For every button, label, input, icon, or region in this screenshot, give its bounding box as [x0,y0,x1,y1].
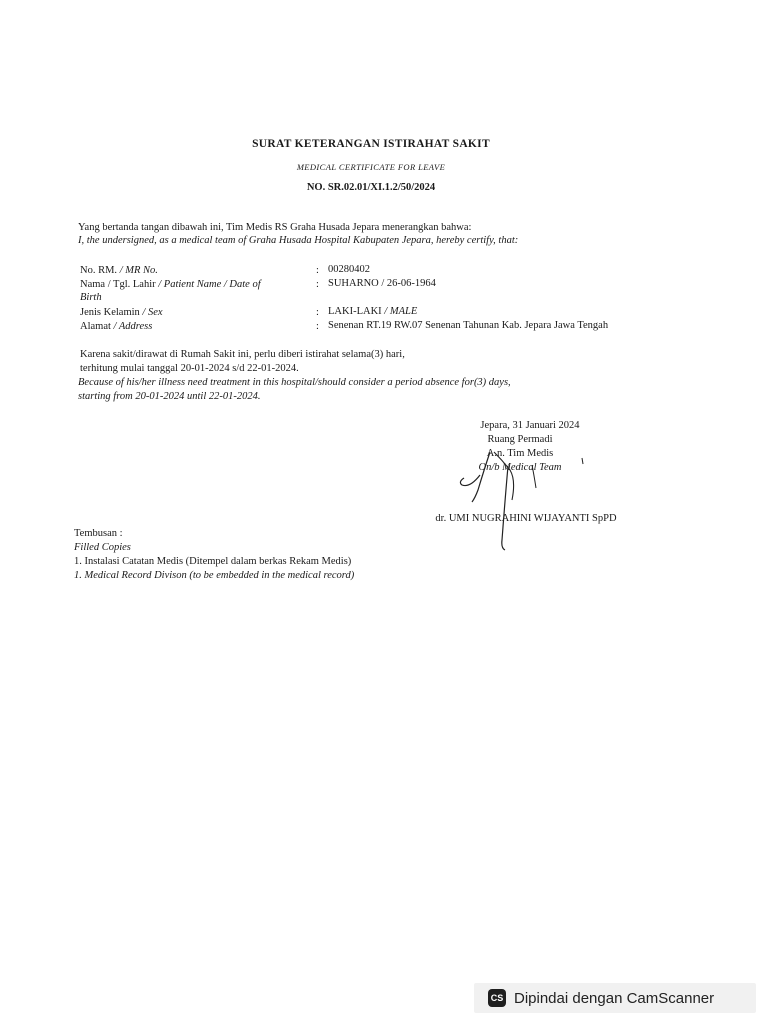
body-text-id-line2: terhitung mulai tanggal 20-01-2024 s/d 22-01-2024. [80,363,299,374]
address-label: Alamat / Address [80,321,153,332]
patient-name-value: SUHARNO / 26-06-1964 [328,278,436,289]
body-text-en-line2: starting from 20-01-2024 until 22-01-2024. [78,391,261,402]
copies-title: Tembusan : [74,528,123,539]
on-behalf-en: On/b Medical Team [478,462,562,473]
camscanner-logo-icon: CS [488,989,506,1007]
document-title: SURAT KETERANGAN ISTIRAHAT SAKIT [252,138,490,150]
intro-text-id: Yang bertanda tangan dibawah ini, Tim Medis RS Graha Husada Jepara menerangkan bahwa: [78,222,472,233]
intro-text-en: I, the undersigned, as a medical team of Graha Husada Hospital Kabupaten Jepara, hereby certify, that: [78,235,519,246]
sex-value: LAKI-LAKI / MALE [328,306,418,317]
camscanner-text: Dipindai dengan CamScanner [514,989,715,1007]
camscanner-badge [474,983,756,1013]
body-text-en-line1: Because of his/her illness need treatment in this hospital/should consider a period absence for(3) days, [78,377,511,388]
body-text-id-line1: Karena sakit/dirawat di Rumah Sakit ini, perlu diberi istirahat selama(3) hari, [80,349,405,360]
on-behalf: A.n. Tim Medis [486,448,554,459]
colon: : [316,279,319,290]
handwritten-signature [450,440,590,560]
colon: : [316,321,319,332]
document-number: NO. SR.02.01/XI.1.2/50/2024 [306,182,436,193]
colon: : [316,265,319,276]
copies-item: 1. Instalasi Catatan Medis (Ditempel dalam berkas Rekam Medis) [74,556,352,567]
doctor-name: dr. UMI NUGRAHINI WIJAYANTI SpPD [435,513,617,524]
patient-name-label-cont: Birth [80,292,102,303]
address-value: Senenan RT.19 RW.07 Senenan Tahunan Kab. Jepara Jawa Tengah [328,320,609,331]
sex-label: Jenis Kelamin / Sex [80,307,163,318]
copies-item-en: 1. Medical Record Divison (to be embedded in the medical record) [74,570,355,581]
mr-number-value: 00280402 [328,264,370,275]
mr-number-label: No. RM. / MR No. [80,265,158,276]
copies-title-en: Filled Copies [74,542,131,553]
colon: : [316,307,319,318]
room-name: Ruang Permadi [487,434,553,445]
place-date: Jepara, 31 Januari 2024 [480,420,580,431]
patient-name-label: Nama / Tgl. Lahir / Patient Name / Date of [80,279,261,290]
document-subtitle: MEDICAL CERTIFICATE FOR LEAVE [296,162,446,172]
